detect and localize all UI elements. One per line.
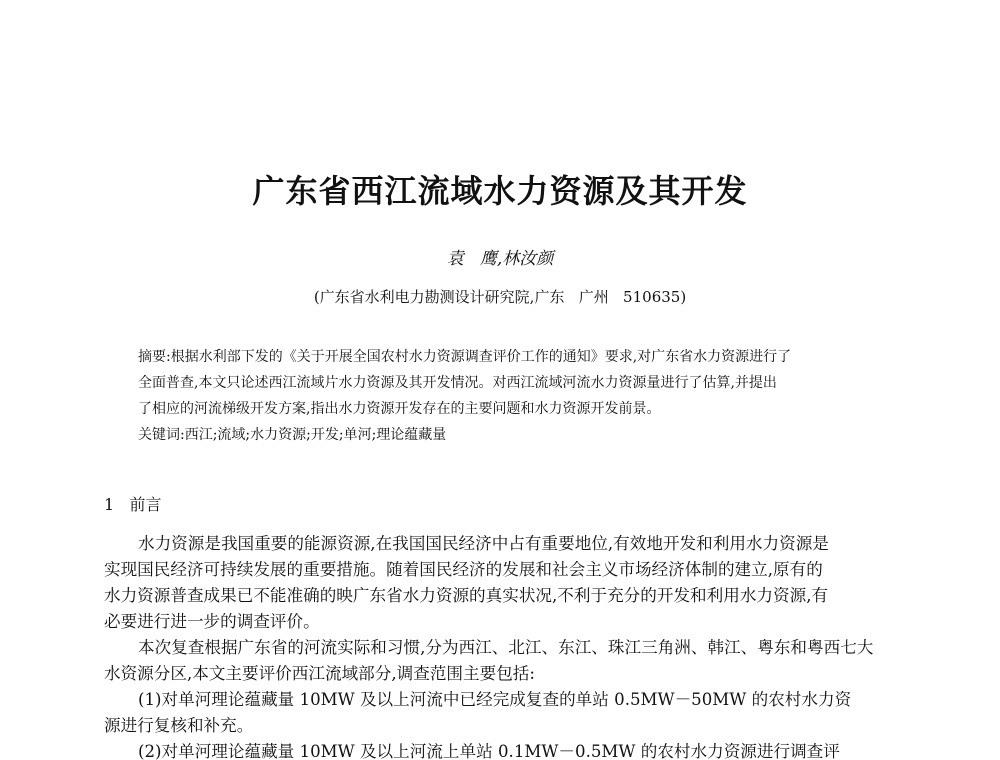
abstract-line: 了相应的河流梯级开发方案,指出水力资源开发存在的主要问题和水力资源开发前景。	[138, 401, 661, 417]
body-text-line: 本次复查根据广东省的河流实际和习惯,分为西江、北江、东江、珠江三角洲、韩江、粤东和粤西七大	[138, 638, 874, 657]
paper-title: 广东省西江流域水力资源及其开发	[252, 172, 748, 210]
body-text-line: 源进行复核和补充。	[104, 716, 254, 735]
body-text-line: (1)对单河理论蕴藏量 10MW 及以上河流中已经完成复查的单站 0.5MW－50MW 的农村水力资	[138, 690, 852, 709]
author-affiliation: (广东省水利电力勘测设计研究院,广东 广州 510635)	[313, 288, 687, 306]
body-text-line: (2)对单河理论蕴藏量 10MW 及以上河流上单站 0.1MW－0.5MW 的农村水力资源进行调查评	[138, 742, 840, 760]
body-text-line: 水力资源普查成果已不能准确的映广东省水力资源的真实状况,不利于充分的开发和利用水力资源,有	[104, 586, 829, 605]
body-text-line: 水资源分区,本文主要评价西江流域部分,调查范围主要包括:	[104, 664, 535, 683]
section-heading: 1 前言	[104, 495, 162, 514]
body-text-line: 水力资源是我国重要的能源资源,在我国国民经济中占有重要地位,有效地开发和利用水力资源是	[138, 534, 829, 553]
body-text-line: 必要进行进一步的调查评价。	[104, 612, 320, 631]
abstract-line: 摘要:根据水利部下发的《关于开展全国农村水力资源调查评价工作的通知》要求,对广东省水力资源进行了	[138, 349, 792, 365]
author-list: 袁 鹰,林汝颜	[446, 249, 554, 269]
keywords-line: 关键词:西江;流域;水力资源;开发;单河;理论蕴藏量	[138, 427, 447, 443]
abstract-line: 全面普查,本文只论述西江流域片水力资源及其开发情况。对西江流域河流水力资源量进行了估算,并提出	[138, 375, 777, 391]
body-text-line: 实现国民经济可持续发展的重要措施。随着国民经济的发展和社会主义市场经济体制的建立,原有的	[104, 560, 823, 579]
